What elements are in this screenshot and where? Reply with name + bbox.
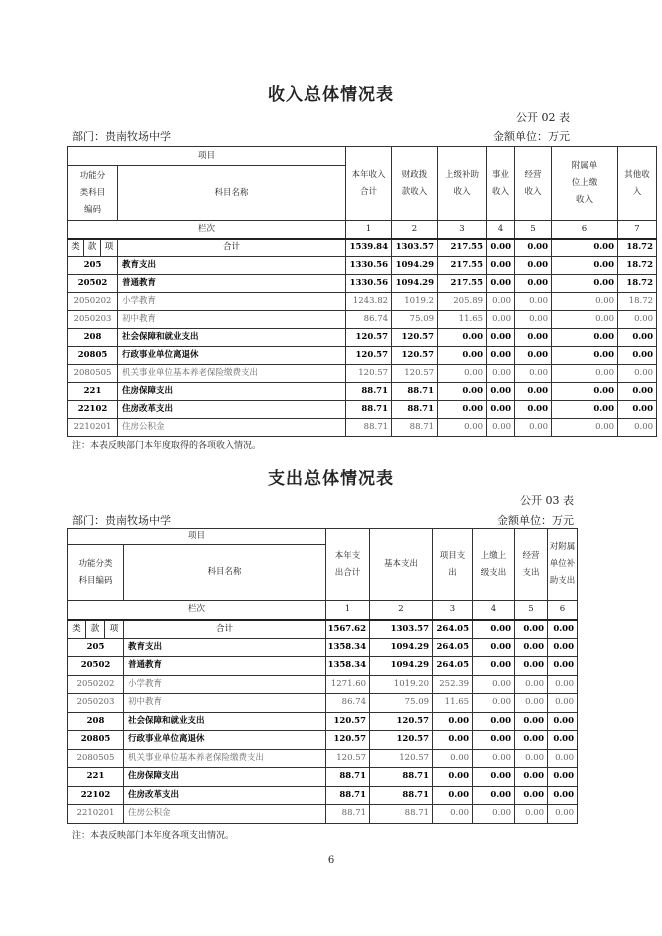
row-value: 88.71 xyxy=(370,805,433,824)
row-value: 252.39 xyxy=(433,675,473,694)
table-row xyxy=(68,383,657,401)
row-value: 0.00 xyxy=(618,329,657,347)
row-code: 2050202 xyxy=(68,675,124,694)
table-row xyxy=(68,257,657,275)
row-value: 0.00 xyxy=(548,712,578,731)
row-value: 1094.29 xyxy=(392,257,438,275)
row-name: 初中教育 xyxy=(124,694,326,713)
header-line: 对附属 xyxy=(549,542,576,552)
header-line: 支出 xyxy=(522,567,540,578)
row-value: 0.00 xyxy=(515,731,548,750)
column-number: 1 xyxy=(346,221,392,239)
header-line: 上缴上 xyxy=(480,550,507,561)
row-value: 0.00 xyxy=(515,675,548,694)
row-name: 住房公积金 xyxy=(118,419,346,437)
row-value: 1330.56 xyxy=(346,275,392,293)
row-value: 0.00 xyxy=(433,749,473,768)
row-value: 0.00 xyxy=(552,419,618,437)
header-line: 事业 xyxy=(492,169,510,180)
row-value: 0.00 xyxy=(548,694,578,713)
row-name: 社会保障和就业支出 xyxy=(118,329,346,347)
header-col xyxy=(473,529,515,601)
row-value: 0.00 xyxy=(473,786,515,805)
row-value: 0.00 xyxy=(515,805,548,824)
header-col xyxy=(438,147,487,221)
table-row xyxy=(68,694,578,713)
row-value: 18.72 xyxy=(618,293,657,311)
row-value: 88.71 xyxy=(326,786,370,805)
row-value: 120.57 xyxy=(326,731,370,750)
header-col xyxy=(618,147,657,221)
row-value: 1243.82 xyxy=(346,293,392,311)
row-value: 0.00 xyxy=(473,694,515,713)
table-row xyxy=(68,749,578,768)
row-value: 0.00 xyxy=(515,293,552,311)
row-value: 0.00 xyxy=(433,731,473,750)
header-line: 入 xyxy=(632,186,642,197)
header-line: 收入 xyxy=(576,195,594,205)
row-value: 0.00 xyxy=(515,329,552,347)
row-value: 0.00 xyxy=(473,749,515,768)
row-value: 0.00 xyxy=(552,347,618,365)
row-value: 88.71 xyxy=(326,768,370,787)
header-row xyxy=(68,529,578,545)
row-value: 1358.34 xyxy=(326,657,370,676)
row-value: 88.71 xyxy=(392,419,438,437)
header-line: 收入 xyxy=(492,186,510,197)
row-value: 120.57 xyxy=(326,749,370,768)
row-value: 0.00 xyxy=(548,786,578,805)
header-col xyxy=(326,529,370,601)
expense-table-code: 公开 03 表 xyxy=(520,494,574,507)
header-line: 科目编码 xyxy=(78,575,113,586)
row-value: 0.00 xyxy=(487,347,515,365)
row-value: 0.00 xyxy=(548,638,578,657)
row-name: 住房公积金 xyxy=(124,805,326,824)
row-value: 1019.2 xyxy=(392,293,438,311)
income-department: 部门：贵南牧场中学 xyxy=(72,130,171,143)
total-value: 1303.57 xyxy=(370,620,433,639)
row-value: 0.00 xyxy=(487,329,515,347)
row-value: 264.05 xyxy=(433,638,473,657)
row-value: 0.00 xyxy=(515,365,552,383)
row-value: 11.65 xyxy=(438,311,487,329)
row-name: 教育支出 xyxy=(124,638,326,657)
row-value: 88.71 xyxy=(326,805,370,824)
header-subject-name: 科目名称 xyxy=(124,545,326,601)
row-code: 2210201 xyxy=(68,805,124,824)
expense-unit: 金额单位：万元 xyxy=(497,514,574,527)
table-row xyxy=(68,275,657,293)
row-value: 11.65 xyxy=(433,694,473,713)
table-row xyxy=(68,329,657,347)
row-value: 0.00 xyxy=(473,805,515,824)
row-value: 0.00 xyxy=(552,257,618,275)
header-line: 出 xyxy=(448,567,457,578)
income-unit: 金额单位：万元 xyxy=(493,130,570,143)
row-value: 0.00 xyxy=(515,786,548,805)
row-value: 205.89 xyxy=(438,293,487,311)
column-number: 5 xyxy=(515,601,548,620)
row-name: 住房改革支出 xyxy=(118,401,346,419)
expense-title: 支出总体情况表 xyxy=(268,469,394,489)
header-col xyxy=(392,147,438,221)
row-value: 0.00 xyxy=(487,293,515,311)
header-col xyxy=(487,147,515,221)
row-value: 0.00 xyxy=(487,365,515,383)
row-value: 0.00 xyxy=(473,675,515,694)
row-value: 217.55 xyxy=(438,275,487,293)
row-name: 小学教育 xyxy=(124,675,326,694)
column-number: 3 xyxy=(433,601,473,620)
row-value: 0.00 xyxy=(552,311,618,329)
column-number: 2 xyxy=(392,221,438,239)
row-value: 0.00 xyxy=(487,275,515,293)
column-no-label: 栏次 xyxy=(68,221,346,239)
expense-department: 部门：贵南牧场中学 xyxy=(72,514,171,527)
total-value: 0.00 xyxy=(515,239,552,257)
table-row xyxy=(68,657,578,676)
xiang-label: 项 xyxy=(101,239,118,257)
row-code: 2080505 xyxy=(68,365,118,383)
row-code: 2210201 xyxy=(68,419,118,437)
row-value: 88.71 xyxy=(392,401,438,419)
header-func-code xyxy=(68,166,118,221)
row-value: 0.00 xyxy=(438,383,487,401)
row-value: 0.00 xyxy=(433,712,473,731)
total-label: 合计 xyxy=(124,620,326,639)
row-name: 住房保障支出 xyxy=(124,768,326,787)
row-value: 0.00 xyxy=(473,712,515,731)
income-note: 注：本表反映部门本年度取得的各项收入情况。 xyxy=(72,441,262,451)
table-row xyxy=(68,712,578,731)
header-line: 基本支出 xyxy=(384,559,419,569)
row-value: 120.57 xyxy=(392,329,438,347)
row-name: 小学教育 xyxy=(118,293,346,311)
header-line: 收入 xyxy=(524,186,542,197)
row-value: 0.00 xyxy=(552,383,618,401)
row-value: 1094.29 xyxy=(370,657,433,676)
row-name: 初中教育 xyxy=(118,311,346,329)
row-code: 20502 xyxy=(68,275,118,293)
total-row xyxy=(68,620,578,639)
header-line: 经营 xyxy=(524,169,542,180)
row-value: 0.00 xyxy=(552,329,618,347)
row-name: 普通教育 xyxy=(118,275,346,293)
table-row xyxy=(68,731,578,750)
row-value: 0.00 xyxy=(552,401,618,419)
row-value: 0.00 xyxy=(438,347,487,365)
row-value: 0.00 xyxy=(515,275,552,293)
row-value: 0.00 xyxy=(473,731,515,750)
table-row xyxy=(68,638,578,657)
row-value: 0.00 xyxy=(548,657,578,676)
row-code: 208 xyxy=(68,329,118,347)
table-row xyxy=(68,786,578,805)
row-value: 0.00 xyxy=(548,675,578,694)
header-line: 合计 xyxy=(360,186,378,197)
table-row xyxy=(68,805,578,824)
table-row xyxy=(68,365,657,383)
row-value: 0.00 xyxy=(552,293,618,311)
row-value: 0.00 xyxy=(487,383,515,401)
row-value: 0.00 xyxy=(487,419,515,437)
table-row xyxy=(68,401,657,419)
header-col xyxy=(548,529,578,601)
header-line: 级支出 xyxy=(480,567,507,578)
row-value: 0.00 xyxy=(487,311,515,329)
table-row xyxy=(68,311,657,329)
row-code: 205 xyxy=(68,257,118,275)
header-line: 类科目 xyxy=(79,187,106,198)
row-value: 88.71 xyxy=(346,383,392,401)
header-line: 收入 xyxy=(453,186,471,197)
row-code: 2080505 xyxy=(68,749,124,768)
header-line: 财政拨 xyxy=(401,169,428,180)
table-row xyxy=(68,293,657,311)
header-col xyxy=(433,529,473,601)
header-line: 附属单 xyxy=(571,161,598,171)
header-item: 项目 xyxy=(68,147,346,166)
column-number: 6 xyxy=(548,601,578,620)
page-number: 6 xyxy=(327,855,335,866)
row-value: 86.74 xyxy=(326,694,370,713)
expense-table xyxy=(67,528,578,824)
total-value: 1567.62 xyxy=(326,620,370,639)
row-value: 0.00 xyxy=(618,419,657,437)
row-value: 0.00 xyxy=(515,638,548,657)
row-value: 0.00 xyxy=(473,657,515,676)
xiang-label: 项 xyxy=(105,620,124,639)
header-line: 本年支 xyxy=(334,550,361,561)
table-row xyxy=(68,675,578,694)
row-value: 0.00 xyxy=(438,365,487,383)
header-row xyxy=(68,147,657,166)
lei-label: 类 xyxy=(68,239,84,257)
column-number-row xyxy=(68,221,657,239)
row-value: 0.00 xyxy=(515,749,548,768)
row-name: 机关事业单位基本养老保险缴费支出 xyxy=(118,365,346,383)
total-value: 0.00 xyxy=(515,620,548,639)
row-value: 0.00 xyxy=(618,365,657,383)
row-value: 0.00 xyxy=(515,383,552,401)
header-col xyxy=(346,147,392,221)
row-value: 120.57 xyxy=(346,329,392,347)
row-value: 0.00 xyxy=(618,311,657,329)
row-value: 0.00 xyxy=(515,419,552,437)
row-value: 0.00 xyxy=(473,638,515,657)
header-line: 编码 xyxy=(83,204,101,215)
row-value: 0.00 xyxy=(552,365,618,383)
row-value: 120.57 xyxy=(370,749,433,768)
row-value: 0.00 xyxy=(515,657,548,676)
row-value: 0.00 xyxy=(438,401,487,419)
row-value: 1094.29 xyxy=(370,638,433,657)
row-value: 120.57 xyxy=(326,712,370,731)
total-value: 217.55 xyxy=(438,239,487,257)
row-code: 20805 xyxy=(68,347,118,365)
row-name: 教育支出 xyxy=(118,257,346,275)
row-name: 住房保障支出 xyxy=(118,383,346,401)
row-value: 75.09 xyxy=(370,694,433,713)
row-value: 0.00 xyxy=(473,768,515,787)
row-name: 机关事业单位基本养老保险缴费支出 xyxy=(124,749,326,768)
header-line: 功能分类 xyxy=(78,558,113,569)
column-no-label: 栏次 xyxy=(68,601,326,620)
row-value: 0.00 xyxy=(552,275,618,293)
column-number: 4 xyxy=(487,221,515,239)
row-name: 社会保障和就业支出 xyxy=(124,712,326,731)
header-col xyxy=(515,147,552,221)
header-line: 本年收入 xyxy=(351,169,386,180)
header-line: 出合计 xyxy=(334,567,361,578)
row-code: 2050203 xyxy=(68,311,118,329)
row-value: 0.00 xyxy=(618,383,657,401)
row-value: 75.09 xyxy=(392,311,438,329)
row-value: 88.71 xyxy=(370,786,433,805)
column-number: 1 xyxy=(326,601,370,620)
row-value: 0.00 xyxy=(438,419,487,437)
header-line: 单位补 xyxy=(549,559,576,569)
column-number: 4 xyxy=(473,601,515,620)
header-col xyxy=(515,529,548,601)
total-value: 0.00 xyxy=(487,239,515,257)
row-value: 0.00 xyxy=(515,712,548,731)
row-code: 221 xyxy=(68,768,124,787)
row-value: 88.71 xyxy=(392,383,438,401)
header-item: 项目 xyxy=(68,529,326,545)
row-name: 行政事业单位离退休 xyxy=(118,347,346,365)
total-value: 18.72 xyxy=(618,239,657,257)
row-value: 120.57 xyxy=(346,365,392,383)
row-code: 205 xyxy=(68,638,124,657)
column-number-row xyxy=(68,601,578,620)
row-value: 18.72 xyxy=(618,275,657,293)
row-value: 120.57 xyxy=(392,347,438,365)
header-col xyxy=(370,529,433,601)
header-line: 上级补助 xyxy=(445,169,480,180)
header-line: 功能分 xyxy=(79,170,106,181)
header-col xyxy=(552,147,618,221)
row-value: 1358.34 xyxy=(326,638,370,657)
row-value: 0.00 xyxy=(433,786,473,805)
row-code: 208 xyxy=(68,712,124,731)
total-value: 0.00 xyxy=(548,620,578,639)
row-value: 120.57 xyxy=(392,365,438,383)
row-value: 264.05 xyxy=(433,657,473,676)
expense-note: 注：本表反映部门本年度各项支出情况。 xyxy=(72,831,235,841)
row-value: 0.00 xyxy=(515,694,548,713)
row-value: 0.00 xyxy=(548,749,578,768)
header-line: 其他收 xyxy=(624,169,650,180)
row-value: 0.00 xyxy=(487,257,515,275)
row-value: 0.00 xyxy=(515,401,552,419)
row-name: 普通教育 xyxy=(124,657,326,676)
header-line: 助支出 xyxy=(549,576,576,586)
column-number: 3 xyxy=(438,221,487,239)
row-value: 217.55 xyxy=(438,257,487,275)
header-line: 项目支 xyxy=(439,550,466,561)
row-value: 0.00 xyxy=(548,731,578,750)
row-value: 88.71 xyxy=(346,401,392,419)
row-value: 1094.29 xyxy=(392,275,438,293)
row-value: 0.00 xyxy=(548,768,578,787)
income-table xyxy=(67,146,657,437)
row-value: 0.00 xyxy=(618,347,657,365)
row-code: 22102 xyxy=(68,786,124,805)
column-number: 5 xyxy=(515,221,552,239)
header-line: 款收入 xyxy=(401,186,428,197)
row-value: 0.00 xyxy=(487,401,515,419)
lei-label: 类 xyxy=(68,620,86,639)
row-value: 0.00 xyxy=(548,805,578,824)
header-line: 经营 xyxy=(522,550,540,561)
row-value: 88.71 xyxy=(346,419,392,437)
total-value: 1539.84 xyxy=(346,239,392,257)
row-code: 20502 xyxy=(68,657,124,676)
total-row xyxy=(68,239,657,257)
row-name: 住房改革支出 xyxy=(124,786,326,805)
row-code: 20805 xyxy=(68,731,124,750)
table-row xyxy=(68,347,657,365)
total-label: 合计 xyxy=(118,239,346,257)
total-value: 0.00 xyxy=(552,239,618,257)
row-value: 120.57 xyxy=(370,712,433,731)
header-func-code xyxy=(68,545,124,601)
row-value: 0.00 xyxy=(438,329,487,347)
column-number: 2 xyxy=(370,601,433,620)
row-value: 120.57 xyxy=(370,731,433,750)
row-value: 88.71 xyxy=(370,768,433,787)
row-value: 1019.20 xyxy=(370,675,433,694)
table-row xyxy=(68,768,578,787)
row-value: 0.00 xyxy=(515,347,552,365)
row-code: 221 xyxy=(68,383,118,401)
row-value: 1271.60 xyxy=(326,675,370,694)
income-table-code: 公开 02 表 xyxy=(516,111,570,124)
column-number: 6 xyxy=(552,221,618,239)
row-value: 120.57 xyxy=(346,347,392,365)
row-code: 2050203 xyxy=(68,694,124,713)
row-name: 行政事业单位离退休 xyxy=(124,731,326,750)
kuan-label: 款 xyxy=(84,239,101,257)
row-value: 0.00 xyxy=(515,257,552,275)
row-value: 1330.56 xyxy=(346,257,392,275)
row-value: 86.74 xyxy=(346,311,392,329)
row-code: 2050202 xyxy=(68,293,118,311)
column-number: 7 xyxy=(618,221,657,239)
header-subject-name: 科目名称 xyxy=(118,166,346,221)
row-value: 0.00 xyxy=(515,311,552,329)
row-value: 0.00 xyxy=(515,768,548,787)
kuan-label: 款 xyxy=(86,620,105,639)
row-value: 0.00 xyxy=(433,768,473,787)
total-value: 0.00 xyxy=(473,620,515,639)
row-code: 22102 xyxy=(68,401,118,419)
total-value: 1303.57 xyxy=(392,239,438,257)
total-value: 264.05 xyxy=(433,620,473,639)
table-row xyxy=(68,419,657,437)
header-line: 位上缴 xyxy=(571,178,598,188)
row-value: 0.00 xyxy=(618,401,657,419)
row-value: 18.72 xyxy=(618,257,657,275)
income-title: 收入总体情况表 xyxy=(268,85,394,105)
row-value: 0.00 xyxy=(433,805,473,824)
